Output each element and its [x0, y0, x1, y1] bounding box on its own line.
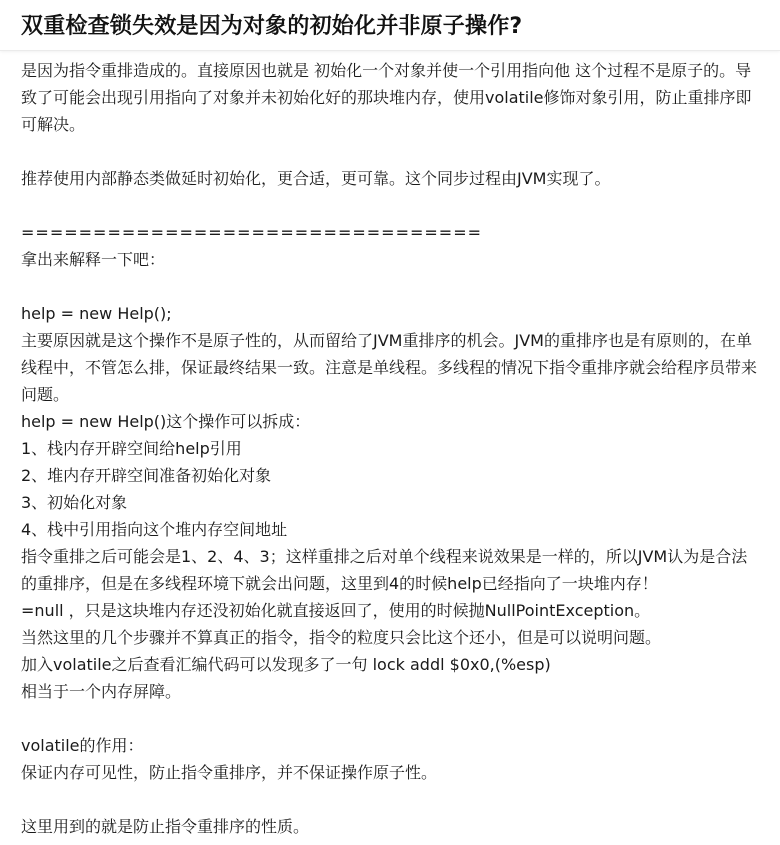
step-item: 1、栈内存开辟空间给help引用: [21, 439, 242, 458]
recommend-paragraph: 推荐使用内部静态类做延时初始化，更合适，更可靠。这个同步过程由JVM实现了。: [21, 169, 611, 188]
spacer: [21, 192, 759, 219]
reorder-paragraph: 指令重排之后可能会是1、2、4、3；这样重排之后对单个线程来说效果是一样的，所以JVM认为是合法的重排序，但是在多线程环境下就会出问题，这里到4的时候help已经指向了一块堆内存！: [21, 547, 748, 593]
step-item: 2、堆内存开辟空间准备初始化对象: [21, 466, 272, 485]
split-intro: help = new Help()这个操作可以拆成：: [21, 412, 311, 431]
answer-content: [0, 51, 780, 840]
spacer: [21, 786, 759, 813]
spacer: [21, 138, 759, 165]
step-item: 3、初始化对象: [21, 493, 128, 512]
volatile-description: 保证内存可见性，防止指令重排序，并不保证操作原子性。: [21, 763, 438, 782]
step-item: 4、栈中引用指向这个堆内存空间地址: [21, 520, 288, 539]
explain-heading: 拿出来解释一下吧：: [21, 250, 166, 269]
question-header: [0, 0, 780, 51]
barrier-line: 相当于一个内存屏障。: [21, 682, 182, 701]
reason-paragraph: 主要原因就是这个操作不是原子性的，从而留给了JVM重排序的机会。JVM的重排序也是有原则的，在单线程中，不管怎么排，保证最终结果一致。注意是单线程。多线程的情况下指令重排序就会给程序员带来问题。: [21, 331, 758, 404]
intro-paragraph: 是因为指令重排造成的。直接原因也就是 初始化一个对象并使一个引用指向他 这个过程不是原子的。导致了可能会出现引用指向了对象并未初始化好的那块堆内存，使用volatile修饰对象引用，防止重排序即可解决。: [21, 61, 752, 134]
null-line: =null ，只是这块堆内存还没初始化就直接返回了，使用的时候抛NullPointException。: [21, 601, 651, 620]
conclusion-line: 这里用到的就是防止指令重排序的性质。: [21, 817, 310, 836]
note-line: 当然这里的几个步骤并不算真正的指令，指令的粒度只会比这个还小，但是可以说明问题。: [21, 628, 662, 647]
code-line: help = new Help();: [21, 304, 172, 323]
question-title: 双重检查锁失效是因为对象的初始化并非原子操作?: [21, 14, 523, 39]
asm-line: 加入volatile之后查看汇编代码可以发现多了一句 lock addl $0x0,(%esp): [21, 655, 551, 674]
spacer: [21, 273, 759, 300]
spacer: [21, 705, 759, 732]
volatile-heading: volatile的作用：: [21, 736, 144, 755]
separator-line: ================================: [21, 223, 482, 242]
